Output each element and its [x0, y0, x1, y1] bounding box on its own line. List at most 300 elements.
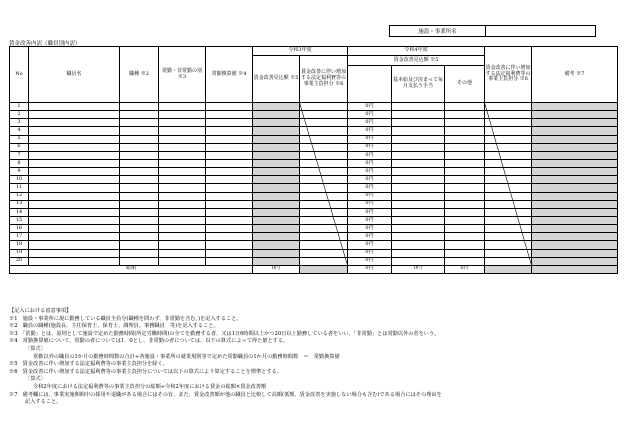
- name-cell[interactable]: [29, 241, 120, 249]
- name-cell[interactable]: [29, 200, 120, 208]
- fy3-welfare-cell: [300, 257, 348, 265]
- name-cell[interactable]: [29, 192, 120, 200]
- row-no: 18: [10, 241, 29, 249]
- fte-cell[interactable]: [206, 200, 253, 208]
- name-cell[interactable]: [29, 249, 120, 257]
- note-line: 記入すること。: [25, 399, 62, 406]
- row-no: 5: [10, 135, 29, 143]
- header-type: 職種 ※2: [120, 47, 159, 103]
- type-cell[interactable]: [120, 241, 159, 249]
- table-row: [10, 127, 618, 135]
- fy4-wage-cell: 0円: [348, 143, 392, 151]
- fy4-wage-cell: 0円: [348, 208, 392, 216]
- row-no: 16: [10, 225, 29, 233]
- row-no: 9: [10, 168, 29, 176]
- row-no: 17: [10, 233, 29, 241]
- fte-cell[interactable]: [206, 192, 253, 200]
- header-fy4-welfare: 賃金改善に伴い増加する法定福利費等の事業主負担分 ※6: [485, 47, 532, 103]
- row-no: 14: [10, 208, 29, 216]
- note-line: 〔算式〕: [25, 376, 46, 383]
- fy3-welfare-cell: [300, 151, 348, 159]
- fy3-wage-cell[interactable]: [253, 200, 300, 208]
- employment-cell[interactable]: [159, 103, 206, 111]
- note-line: ※3 「常勤」とは、原則として施設で定めた勤務時間(所定労働時間)の全てを勤務する者、又は1日6時間以上かつ20日以上勤務している者をいい、「非常勤」とは常勤以外の者をいう。: [9, 330, 440, 337]
- row-no: 6: [10, 143, 29, 151]
- employment-cell[interactable]: [159, 200, 206, 208]
- type-cell[interactable]: [120, 111, 159, 119]
- table-row: [10, 168, 618, 176]
- table-row: [10, 184, 618, 192]
- fy4-welfare-cell: [485, 208, 532, 216]
- fy4-other-cell[interactable]: [445, 103, 485, 111]
- fy4-welfare-cell: [485, 103, 532, 111]
- employment-cell[interactable]: [159, 192, 206, 200]
- remarks-cell[interactable]: [532, 184, 618, 192]
- remarks-cell[interactable]: [532, 143, 618, 151]
- type-cell[interactable]: [120, 143, 159, 151]
- employment-cell[interactable]: [159, 119, 206, 127]
- facility-name-box: [389, 25, 596, 37]
- fy4-welfare-cell: [485, 168, 532, 176]
- fte-cell[interactable]: [206, 151, 253, 159]
- fy4-welfare-cell: [485, 127, 532, 135]
- fy4-welfare-cell: [485, 225, 532, 233]
- fy4-base-cell[interactable]: [392, 119, 445, 127]
- header-fy4-wage: 賃金改善見込額 ※5: [348, 56, 485, 66]
- name-cell[interactable]: [29, 168, 120, 176]
- type-cell[interactable]: [120, 119, 159, 127]
- row-no: 3: [10, 119, 29, 127]
- fy3-welfare-cell: [300, 184, 348, 192]
- fte-cell[interactable]: [206, 168, 253, 176]
- fte-cell[interactable]: [206, 233, 253, 241]
- fy3-welfare-cell: [300, 159, 348, 167]
- header-employment: 常勤・非常勤の別 ※3: [159, 47, 206, 103]
- fy4-wage-cell: 0円: [348, 176, 392, 184]
- fy3-wage-cell[interactable]: [253, 249, 300, 257]
- remarks-cell[interactable]: [532, 241, 618, 249]
- fy4-wage-cell: 0円: [348, 241, 392, 249]
- employment-cell[interactable]: [159, 111, 206, 119]
- type-cell[interactable]: [120, 176, 159, 184]
- header-fy3-welfare: 賃金改善に伴い増加する法定福利費等の事業主負担分 ※6: [300, 56, 348, 103]
- total-fy4-other: 0円: [445, 265, 485, 273]
- fy4-welfare-cell: [485, 135, 532, 143]
- name-cell[interactable]: [29, 176, 120, 184]
- fte-cell[interactable]: [206, 127, 253, 135]
- fy4-base-cell[interactable]: [392, 233, 445, 241]
- fy4-welfare-cell: [485, 233, 532, 241]
- fy3-welfare-cell: [300, 200, 348, 208]
- fy4-wage-cell: 0円: [348, 119, 392, 127]
- fte-cell[interactable]: [206, 111, 253, 119]
- remarks-cell[interactable]: [532, 225, 618, 233]
- type-cell[interactable]: [120, 151, 159, 159]
- fy4-wage-cell: 0円: [348, 184, 392, 192]
- note-line: ※2 職員の職種(施設長、主任保育士、保育士、調理員、事務職員 等)を記入すること。: [9, 323, 219, 330]
- fy4-other-cell[interactable]: [445, 249, 485, 257]
- table-row: [10, 200, 618, 208]
- fy4-welfare-cell: [485, 241, 532, 249]
- type-cell[interactable]: [120, 200, 159, 208]
- fy4-other-cell[interactable]: [445, 257, 485, 265]
- table-row: [10, 249, 618, 257]
- type-cell[interactable]: [120, 249, 159, 257]
- remarks-cell[interactable]: [532, 216, 618, 224]
- note-line: 〔算式〕: [25, 345, 46, 352]
- type-cell[interactable]: [120, 225, 159, 233]
- type-cell[interactable]: [120, 233, 159, 241]
- fy4-welfare-cell: [485, 143, 532, 151]
- fy3-wage-cell[interactable]: [253, 127, 300, 135]
- table-row: [10, 176, 618, 184]
- fy4-base-cell[interactable]: [392, 135, 445, 143]
- wage-breakdown-table: [9, 46, 618, 274]
- fy4-base-cell[interactable]: [392, 216, 445, 224]
- fte-cell[interactable]: [206, 241, 253, 249]
- fy4-base-cell[interactable]: [392, 184, 445, 192]
- row-no: 4: [10, 127, 29, 135]
- type-cell[interactable]: [120, 184, 159, 192]
- total-label: 総額: [10, 265, 253, 273]
- name-cell[interactable]: [29, 225, 120, 233]
- fy4-other-cell[interactable]: [445, 111, 485, 119]
- fy4-welfare-cell: [485, 176, 532, 184]
- fy3-welfare-cell: [300, 233, 348, 241]
- fy3-wage-cell[interactable]: [253, 184, 300, 192]
- fte-cell[interactable]: [206, 176, 253, 184]
- remarks-cell[interactable]: [532, 111, 618, 119]
- fy4-base-cell[interactable]: [392, 249, 445, 257]
- table-row: [10, 119, 618, 127]
- table-row: [10, 241, 618, 249]
- name-cell[interactable]: [29, 257, 120, 265]
- row-no: 19: [10, 249, 29, 257]
- fy3-welfare-cell: [300, 216, 348, 224]
- fte-cell[interactable]: [206, 249, 253, 257]
- fy4-wage-cell: 0円: [348, 200, 392, 208]
- header-remarks: 備考 ※7: [532, 47, 618, 103]
- table-caption: 賃金改善内訳（職員別内訳）: [9, 41, 81, 47]
- fy3-wage-cell[interactable]: [253, 241, 300, 249]
- note-line: ※7 備考欄には、事業実施期間中の採用や退職がある場合にはその旨、また、賃金改善額が他の職員と比較して高額(低額、賃金改善を実施しない場合も含む)である場合にはその理由を: [9, 391, 442, 398]
- type-cell[interactable]: [120, 135, 159, 143]
- fy4-base-cell[interactable]: [392, 176, 445, 184]
- fy3-wage-cell[interactable]: [253, 192, 300, 200]
- fy4-base-cell[interactable]: [392, 257, 445, 265]
- table-row: [10, 257, 618, 265]
- name-cell[interactable]: [29, 119, 120, 127]
- remarks-cell[interactable]: [532, 233, 618, 241]
- type-cell[interactable]: [120, 127, 159, 135]
- employment-cell[interactable]: [159, 257, 206, 265]
- fte-cell[interactable]: [206, 159, 253, 167]
- remarks-cell[interactable]: [532, 103, 618, 111]
- row-no: 20: [10, 257, 29, 265]
- employment-cell[interactable]: [159, 184, 206, 192]
- header-name: 職員名: [29, 47, 120, 103]
- facility-name-field[interactable]: [486, 26, 595, 36]
- note-line: 常勤以外の職員の1か月の勤務時間数の合計÷各施設・事業所の就業規則等で定めた常勤職員の1か月の勤務時間数 ＝ 常勤換算値: [33, 353, 340, 360]
- name-cell[interactable]: [29, 233, 120, 241]
- fy3-wage-cell[interactable]: [253, 208, 300, 216]
- fte-cell[interactable]: [206, 208, 253, 216]
- remarks-cell[interactable]: [532, 176, 618, 184]
- fte-cell[interactable]: [206, 135, 253, 143]
- remarks-cell[interactable]: [532, 168, 618, 176]
- fy4-wage-cell: 0円: [348, 151, 392, 159]
- fy4-other-cell[interactable]: [445, 168, 485, 176]
- fy4-wage-cell: 0円: [348, 249, 392, 257]
- table-row: [10, 216, 618, 224]
- fy4-wage-cell: 0円: [348, 127, 392, 135]
- fte-cell[interactable]: [206, 103, 253, 111]
- fy4-wage-cell: 0円: [348, 233, 392, 241]
- fy4-welfare-cell: [485, 159, 532, 167]
- total-fy4-base: 0円: [392, 265, 445, 273]
- fy4-other-cell[interactable]: [445, 143, 485, 151]
- employment-cell[interactable]: [159, 143, 206, 151]
- note-line: 【記入における留意事項】: [9, 308, 72, 314]
- fy4-other-cell[interactable]: [445, 119, 485, 127]
- fy4-base-cell[interactable]: [392, 208, 445, 216]
- row-no: 13: [10, 200, 29, 208]
- fte-cell[interactable]: [206, 119, 253, 127]
- total-fy3-welfare: [300, 265, 348, 273]
- row-no: 12: [10, 192, 29, 200]
- remarks-cell[interactable]: [532, 119, 618, 127]
- type-cell[interactable]: [120, 103, 159, 111]
- fy4-wage-cell: 0円: [348, 216, 392, 224]
- fy4-other-cell[interactable]: [445, 151, 485, 159]
- employment-cell[interactable]: [159, 127, 206, 135]
- fy3-wage-cell[interactable]: [253, 176, 300, 184]
- fy3-welfare-cell: [300, 143, 348, 151]
- name-cell[interactable]: [29, 127, 120, 135]
- employment-cell[interactable]: [159, 233, 206, 241]
- fy4-base-cell[interactable]: [392, 159, 445, 167]
- fy3-welfare-cell: [300, 225, 348, 233]
- fy4-other-cell[interactable]: [445, 225, 485, 233]
- fy3-welfare-cell: [300, 168, 348, 176]
- table-row: [10, 135, 618, 143]
- fy4-welfare-cell: [485, 119, 532, 127]
- employment-cell[interactable]: [159, 168, 206, 176]
- type-cell[interactable]: [120, 208, 159, 216]
- fy4-welfare-cell: [485, 200, 532, 208]
- fy4-other-cell[interactable]: [445, 135, 485, 143]
- fy4-welfare-cell: [485, 184, 532, 192]
- table-row: [10, 143, 618, 151]
- remarks-cell[interactable]: [532, 127, 618, 135]
- fy3-welfare-cell: [300, 111, 348, 119]
- name-cell[interactable]: [29, 208, 120, 216]
- total-fy4-wage: 0円: [348, 265, 392, 273]
- remarks-cell[interactable]: [532, 257, 618, 265]
- fy4-base-cell[interactable]: [392, 151, 445, 159]
- total-fy3-wage: 0円: [253, 265, 300, 273]
- fy4-wage-cell: 0円: [348, 135, 392, 143]
- fy4-other-cell[interactable]: [445, 176, 485, 184]
- remarks-cell[interactable]: [532, 200, 618, 208]
- name-cell[interactable]: [29, 151, 120, 159]
- table-row: [10, 159, 618, 167]
- fy4-other-cell[interactable]: [445, 241, 485, 249]
- note-line: ※5 賃金改善に伴い増加する法定福利費等の事業主負担分を除く。: [9, 361, 168, 368]
- employment-cell[interactable]: [159, 176, 206, 184]
- remarks-cell[interactable]: [532, 208, 618, 216]
- fy4-wage-cell: 0円: [348, 103, 392, 111]
- fy4-wage-cell: 0円: [348, 257, 392, 265]
- name-cell[interactable]: [29, 159, 120, 167]
- fte-cell[interactable]: [206, 143, 253, 151]
- table-row: [10, 225, 618, 233]
- name-cell[interactable]: [29, 216, 120, 224]
- row-no: 8: [10, 159, 29, 167]
- fy4-wage-cell: 0円: [348, 168, 392, 176]
- header-fy4-base: 基本給及び決まって毎月支払う手当: [392, 66, 445, 103]
- fy4-base-cell[interactable]: [392, 192, 445, 200]
- remarks-cell[interactable]: [532, 135, 618, 143]
- fy4-base-cell[interactable]: [392, 168, 445, 176]
- fy3-wage-cell[interactable]: [253, 225, 300, 233]
- name-cell[interactable]: [29, 184, 120, 192]
- fy3-wage-cell[interactable]: [253, 216, 300, 224]
- fy4-wage-cell: 0円: [348, 192, 392, 200]
- fy3-welfare-cell: [300, 208, 348, 216]
- fy3-wage-cell[interactable]: [253, 119, 300, 127]
- employment-cell[interactable]: [159, 216, 206, 224]
- type-cell[interactable]: [120, 216, 159, 224]
- remarks-cell[interactable]: [532, 249, 618, 257]
- note-line: ※6 賃金改善に伴い増加する法定福利費等の事業主負担分については以下の算式により算定することを標準とする。: [9, 368, 282, 375]
- fy3-welfare-cell: [300, 103, 348, 111]
- employment-cell[interactable]: [159, 241, 206, 249]
- fy4-other-cell[interactable]: [445, 127, 485, 135]
- fy4-base-cell[interactable]: [392, 225, 445, 233]
- fy3-welfare-cell: [300, 119, 348, 127]
- header-fy4-other: その他: [445, 66, 485, 103]
- row-no: 11: [10, 184, 29, 192]
- type-cell[interactable]: [120, 257, 159, 265]
- header-fy4: 令和4年度: [348, 47, 485, 56]
- name-cell[interactable]: [29, 135, 120, 143]
- employment-cell[interactable]: [159, 208, 206, 216]
- note-line: ※4 常勤換算値について、常勤の者については1．0とし、非常勤の者については、以下の算式によって得た値とする。: [9, 338, 289, 345]
- fy4-other-cell[interactable]: [445, 216, 485, 224]
- fy4-welfare-cell: [485, 111, 532, 119]
- fy4-base-cell[interactable]: [392, 200, 445, 208]
- fy3-welfare-cell: [300, 135, 348, 143]
- employment-cell[interactable]: [159, 135, 206, 143]
- row-no: 10: [10, 176, 29, 184]
- total-fy4-welfare: [485, 265, 532, 273]
- header-no: No: [10, 47, 29, 103]
- name-cell[interactable]: [29, 143, 120, 151]
- fy4-base-cell[interactable]: [392, 103, 445, 111]
- table-row: [10, 111, 618, 119]
- fy3-wage-cell[interactable]: [253, 168, 300, 176]
- note-line: 令和2年度における法定福利費等の事業主負担分の総額÷令和2年度における賃金の総額×賃金改善額: [33, 383, 267, 390]
- employment-cell[interactable]: [159, 159, 206, 167]
- fy4-other-cell[interactable]: [445, 208, 485, 216]
- fy3-welfare-cell: [300, 241, 348, 249]
- fy3-wage-cell[interactable]: [253, 111, 300, 119]
- total-remarks: [532, 265, 618, 273]
- type-cell[interactable]: [120, 192, 159, 200]
- fy4-wage-cell: 0円: [348, 225, 392, 233]
- fy3-wage-cell[interactable]: [253, 151, 300, 159]
- name-cell[interactable]: [29, 103, 120, 111]
- fy3-wage-cell[interactable]: [253, 103, 300, 111]
- remarks-cell[interactable]: [532, 192, 618, 200]
- fy4-other-cell[interactable]: [445, 200, 485, 208]
- fy4-welfare-cell: [485, 257, 532, 265]
- header-fy4-wage-sub: [348, 66, 392, 103]
- remarks-cell[interactable]: [532, 159, 618, 167]
- fy3-wage-cell[interactable]: [253, 143, 300, 151]
- fte-cell[interactable]: [206, 257, 253, 265]
- fy4-wage-cell: 0円: [348, 159, 392, 167]
- row-no: 15: [10, 216, 29, 224]
- type-cell[interactable]: [120, 159, 159, 167]
- fy3-wage-cell[interactable]: [253, 257, 300, 265]
- table-row: [10, 233, 618, 241]
- header-fy3: 令和3年度: [253, 47, 348, 56]
- name-cell[interactable]: [29, 111, 120, 119]
- fy4-other-cell[interactable]: [445, 233, 485, 241]
- fte-cell[interactable]: [206, 225, 253, 233]
- fte-cell[interactable]: [206, 216, 253, 224]
- fy4-welfare-cell: [485, 151, 532, 159]
- table-row: [10, 208, 618, 216]
- fy4-welfare-cell: [485, 249, 532, 257]
- fy4-base-cell[interactable]: [392, 127, 445, 135]
- type-cell[interactable]: [120, 168, 159, 176]
- note-line: ※1 施設・事業所に現に勤務している職員全員分(職種を問わず、非常勤を含む。)を記入すること。: [9, 315, 242, 322]
- fy4-welfare-cell: [485, 192, 532, 200]
- fy3-welfare-cell: [300, 192, 348, 200]
- fy3-wage-cell[interactable]: [253, 135, 300, 143]
- fy4-base-cell[interactable]: [392, 111, 445, 119]
- fy4-other-cell[interactable]: [445, 184, 485, 192]
- fy4-other-cell[interactable]: [445, 159, 485, 167]
- fy4-base-cell[interactable]: [392, 143, 445, 151]
- fy4-base-cell[interactable]: [392, 241, 445, 249]
- table-row: [10, 103, 618, 111]
- remarks-cell[interactable]: [532, 151, 618, 159]
- table-row: [10, 151, 618, 159]
- notes-section: [9, 308, 619, 407]
- table-row: [10, 192, 618, 200]
- employment-cell[interactable]: [159, 151, 206, 159]
- fy3-welfare-cell: [300, 176, 348, 184]
- row-no: 2: [10, 111, 29, 119]
- fy3-welfare-cell: [300, 127, 348, 135]
- fy3-wage-cell[interactable]: [253, 233, 300, 241]
- fy3-wage-cell[interactable]: [253, 159, 300, 167]
- row-no: 7: [10, 151, 29, 159]
- fy4-welfare-cell: [485, 216, 532, 224]
- fy4-wage-cell: 0円: [348, 111, 392, 119]
- fy4-other-cell[interactable]: [445, 192, 485, 200]
- employment-cell[interactable]: [159, 249, 206, 257]
- fy3-welfare-cell: [300, 249, 348, 257]
- employment-cell[interactable]: [159, 225, 206, 233]
- fte-cell[interactable]: [206, 184, 253, 192]
- header-fy3-wage: 賃金改善見込額 ※5: [253, 56, 300, 103]
- facility-name-label: 施設・事業所名: [390, 26, 486, 36]
